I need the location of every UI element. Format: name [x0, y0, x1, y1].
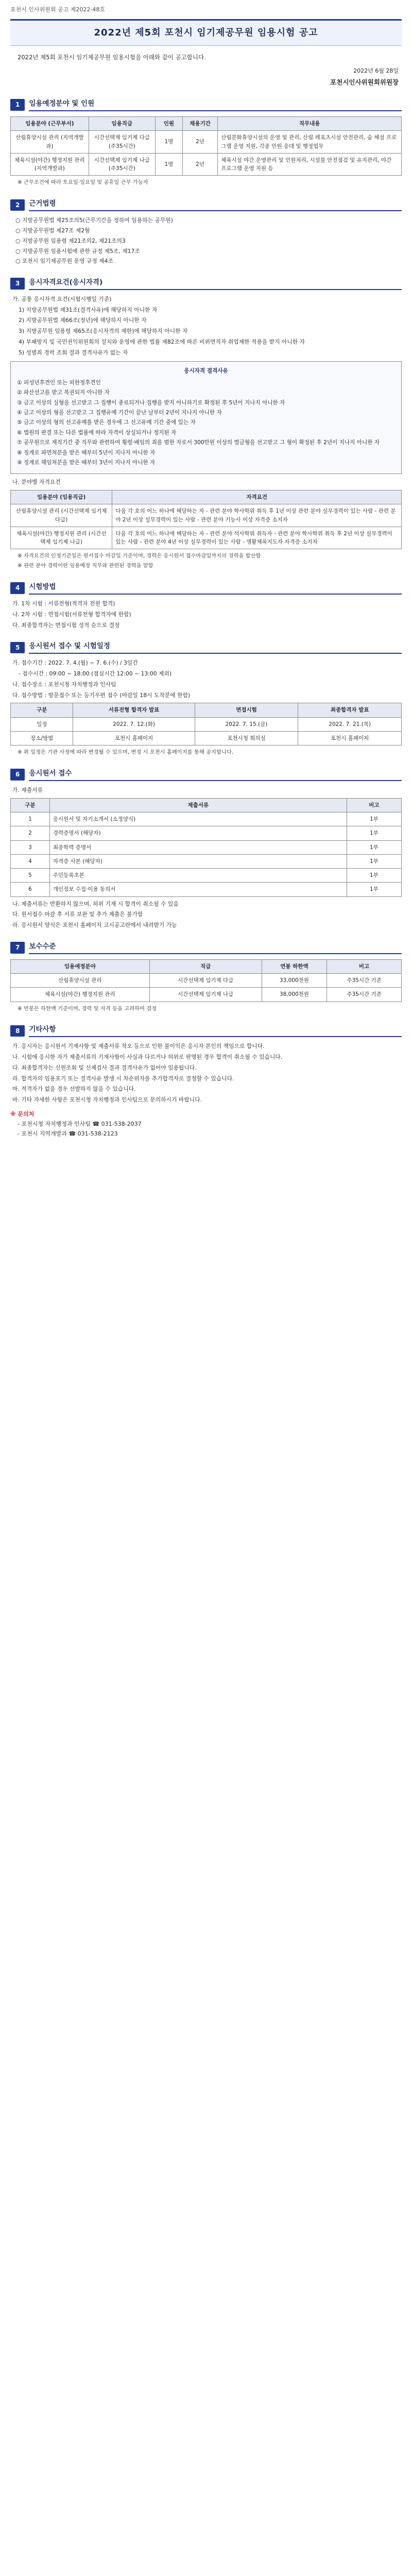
- list-item: 1) 지방공무원법 제31조(결격사유)에 해당하지 아니한 자: [19, 306, 158, 313]
- table-header: 직무내용: [218, 117, 402, 131]
- list-item: 가. 응시자는 응시원서 기재사항 및 제출서류 착오 등으로 인한 불이익은 응시자 본인의 책임으로 합니다.: [12, 1043, 265, 1050]
- table-cell: 체육시설 야간 운영관리 및 민원처리, 시설물 안전점검 및 유지관리, 야간 프로그램 운영 지원 등: [218, 153, 402, 176]
- positions-table: [10, 116, 402, 176]
- table-cell: 포천시 홈페이지: [73, 731, 195, 745]
- schedule-table: [10, 703, 402, 745]
- table-cell: 응시원서 및 자기소개서 (소정양식): [49, 812, 347, 826]
- list-item: 나. 2차 시험 : 면접시험(서류전형 합격자에 한함): [12, 611, 131, 618]
- section-title: 응시원서 접수 및 시험일정: [29, 641, 402, 654]
- list-item: ⑨ 징계로 해임처분을 받은 때부터 3년이 지나지 아니한 자: [17, 459, 156, 466]
- list-item: 다. 최종합격자는 면접시험 성적 순으로 결정: [12, 621, 120, 629]
- table-header: 최종합격자 발표: [298, 703, 402, 717]
- section-other: [10, 1024, 402, 1138]
- list-item: 가. 접수기간 : 2022. 7. 4.(월) ~ 7. 6.(수) / 3일간: [12, 659, 138, 667]
- table-row: [11, 131, 402, 154]
- list-item: 라. 합격자의 임용포기 또는 결격사유 발생 시 차순위자를 추가합격자로 결정할 수 있습니다.: [12, 1075, 234, 1082]
- list-item: ○ 지방공무원 임용령 제21조의2, 제21조의3: [15, 237, 126, 244]
- table-cell: 체육시설(야간) 행정지원 관리 (지역개발과): [11, 153, 89, 176]
- intro-text: 2022년 제5회 포천시 임기제공무원 임용시험을 아래와 같이 공고합니다.: [18, 53, 206, 61]
- list-item: 2) 지방공무원법 제66조(정년)에 해당하지 아니한 자: [19, 317, 147, 324]
- table-cell: 산림휴양시설 관리 (시간선택제 임기제 다급): [11, 504, 112, 527]
- table-row: [11, 812, 402, 826]
- section-title: 기타사항: [29, 1024, 402, 1037]
- announcement-number: 포천시 인사위원회 공고 제2022-48호: [10, 6, 105, 13]
- table-note: ※ 근무조건에 따라 토요일·일요일 및 공휴일 근무 가능자: [18, 179, 148, 186]
- table-cell: 1: [11, 812, 50, 826]
- list-item: 5) 성범죄 경력 조회 결과 결격사유가 없는 자: [19, 349, 128, 356]
- section-title: 보수수준: [29, 941, 402, 954]
- table-note: ※ 자격요건의 인정기준일은 원서접수 마감일 기준이며, 경력은 응시원서 접수마감일까지의 경력을 합산함: [18, 553, 261, 560]
- eligibility-table: [10, 490, 402, 549]
- table-cell: 3: [11, 840, 50, 854]
- list-item: 다. 접수방법 : 방문접수 또는 등기우편 접수 (마감일 18시 도착분에 한함): [12, 691, 191, 699]
- table-cell: 1부: [347, 840, 401, 854]
- list-item: 다. 원서접수 마감 후 서류 보완 및 추가 제출은 불가함: [12, 911, 143, 918]
- section-positions: [10, 98, 402, 187]
- disqualification-box: [10, 361, 402, 474]
- table-header: 임용직급: [89, 117, 155, 131]
- table-row: [11, 988, 402, 1002]
- list-item: 라. 응시원서 양식은 포천시 홈페이지 고시공고란에서 내려받기 가능: [12, 922, 177, 929]
- list-item: 4) 부패방지 및 국민권익위원회의 설치와 운영에 관한 법률 제82조에 따른 비위면직자 취업제한 적용을 받지 아니한 자: [19, 338, 305, 345]
- issuing-organization: 포천시인사위원회위원장: [330, 78, 399, 86]
- table-row: [11, 153, 402, 176]
- table-cell: 2022. 7. 21.(목): [298, 717, 402, 731]
- list-item: ○ 포천시 임기제공무원 운영 규정 제4조: [15, 258, 113, 265]
- table-row: [11, 869, 402, 883]
- table-header: 연봉 하한액: [262, 959, 327, 973]
- table-cell: 일정: [11, 717, 73, 731]
- table-cell: 포천시 홈페이지: [298, 731, 402, 745]
- table-row: [11, 731, 402, 745]
- table-cell: 시간선택제 임기제 다급: [149, 973, 262, 987]
- section-number: 6: [10, 769, 25, 781]
- list-item: 가. 1차 시험 : 서류전형(적격자 전원 합격): [12, 600, 115, 607]
- table-cell: 1부: [347, 812, 401, 826]
- salary-table: [10, 959, 402, 1002]
- table-cell: 1부: [347, 854, 401, 868]
- list-item: ⑤ 금고 이상의 형의 선고유예를 받은 경우에 그 선고유예 기간 중에 있는 자: [17, 419, 196, 426]
- table-header: 구분: [11, 703, 73, 717]
- list-item: ⑦ 공무원으로 재직기간 중 직무와 관련하여 횡령·배임의 죄를 범한 자로서 300만원 이상의 벌금형을 선고받고 그 형이 확정된 후 2년이 지나지 아니한 자: [17, 439, 380, 446]
- list-item: ③ 금고 이상의 실형을 선고받고 그 집행이 종료되거나 집행을 받지 아니하기로 확정된 후 5년이 지나지 아니한 자: [17, 399, 285, 406]
- announcement-date: 2022년 6월 28일: [353, 67, 399, 74]
- list-item: ④ 금고 이상의 형을 선고받고 그 집행유예 기간이 끝난 날부터 2년이 지나지 아니한 자: [17, 409, 222, 416]
- list-item: ② 파산선고를 받고 복권되지 아니한 자: [17, 389, 110, 396]
- contact-title: ※ 문의처: [10, 1110, 35, 1117]
- list-item: ① 피성년후견인 또는 피한정후견인: [17, 379, 101, 386]
- table-cell: 개인정보 수집·이용 동의서: [49, 883, 347, 896]
- list-item: 마. 적격자가 없을 경우 선발하지 않을 수 있습니다.: [12, 1086, 136, 1093]
- table-cell: 주35시간 기준: [327, 973, 402, 987]
- table-cell: 33,000천원: [262, 973, 327, 987]
- subsection-heading: 가. 제출서류: [12, 786, 43, 793]
- subsection-heading: 나. 분야별 자격요건: [12, 479, 61, 486]
- section-salary: [10, 941, 402, 1013]
- table-cell: 주민등록초본: [49, 869, 347, 883]
- table-cell: 1명: [155, 131, 182, 154]
- contact-line: - 포천시 지역개발과 ☎ 031-538-2123: [18, 1130, 118, 1137]
- box-title: 응시자격 결격사유: [184, 368, 228, 375]
- table-header: 임용분야 (임용직급): [11, 490, 112, 504]
- table-row: [11, 973, 402, 987]
- table-header: 자격요건: [112, 490, 402, 504]
- table-row: [11, 826, 402, 840]
- table-cell: 산림휴양시설 관리: [11, 973, 150, 987]
- list-item: 다. 최종합격자는 신원조회 및 신체검사 결과 결격사유가 없어야 임용됩니다.: [12, 1064, 197, 1071]
- section-exam-method: [10, 582, 402, 630]
- section-number: 3: [10, 278, 25, 290]
- announcement-page: [10, 0, 402, 1149]
- contact-block: [10, 1110, 402, 1138]
- table-header: 구분: [11, 798, 50, 812]
- section-number: 4: [10, 582, 25, 594]
- section-title: 근거법령: [29, 198, 402, 211]
- list-item: ○ 지방공무원법 제27조 제2항: [15, 227, 90, 234]
- table-cell: 38,000천원: [262, 988, 327, 1002]
- table-row: [11, 527, 402, 549]
- table-cell: 경력증명서 (해당자): [49, 826, 347, 840]
- documents-table: [10, 798, 402, 897]
- table-cell: 2년: [182, 131, 217, 154]
- table-header: 서류전형 합격자 발표: [73, 703, 195, 717]
- table-cell: 체육시설(야간) 행정지원 관리 (시간선택제 임기제 나급): [11, 527, 112, 549]
- table-cell: 1부: [347, 883, 401, 896]
- list-item: ○ 지방공무원 임용시험에 관한 규정 제5조, 제17조: [15, 247, 140, 255]
- subsection-heading: 가. 공통 응시자격 요건(시험시행일 기준): [12, 295, 112, 302]
- table-note: ※ 연봉은 하한액 기준이며, 경력 및 자격 등을 고려하여 결정: [18, 1005, 157, 1012]
- table-cell: 산림휴양시설 관리 (지역개발과): [11, 131, 89, 154]
- table-cell: 5: [11, 869, 50, 883]
- table-cell: 1부: [347, 869, 401, 883]
- table-cell: 장소/방법: [11, 731, 73, 745]
- table-cell: 산림문화휴양시설의 운영 및 관리, 산림 레포츠시설 안전관리, 숲 해설 프로그램 운영 지원, 각종 민원 응대 및 행정업무: [218, 131, 402, 154]
- table-note: ※ 관련 분야 경력이란 임용예정 직무와 관련된 경력을 말함: [18, 563, 153, 569]
- table-header: 직급: [149, 959, 262, 973]
- table-header: 임용분야 (근무부서): [11, 117, 89, 131]
- table-note: ※ 위 일정은 기관 사정에 따라 변경될 수 있으며, 변경 시 포천시 홈페이지를 통해 공지합니다.: [18, 749, 234, 756]
- table-row: [11, 854, 402, 868]
- table-header: 채용기간: [182, 117, 217, 131]
- list-item: - 접수시간 : 09:00 ~ 18:00 (점심시간 12:00 ~ 13:00 제외): [19, 670, 172, 677]
- table-cell: 포천시청 회의실: [195, 731, 298, 745]
- table-cell: 4: [11, 854, 50, 868]
- section-number: 8: [10, 1025, 25, 1037]
- table-row: [11, 717, 402, 731]
- table-cell: 시간선택제 임기제 나급 (주35시간): [89, 153, 155, 176]
- section-number: 5: [10, 642, 25, 654]
- table-cell: 주35시간 기준: [327, 988, 402, 1002]
- table-cell: 시간선택제 임기제 다급 (주35시간): [89, 131, 155, 154]
- list-item: ⑧ 징계로 파면처분을 받은 때부터 5년이 지나지 아니한 자: [17, 449, 156, 456]
- section-number: 1: [10, 99, 25, 111]
- section-title: 응시자격요건(응시자격): [29, 277, 402, 290]
- section-title: 응시원서 접수: [29, 768, 402, 781]
- table-cell: 다음 각 호의 어느 하나에 해당하는 자 - 관련 분야 학사학위 취득 후 1년 이상 관련 분야 실무경력이 있는 사람 - 관련 분야 2년 이상 실무경력이 있는 사람 - 관련 분야 기능사 이상 자격증 소지자: [112, 504, 402, 527]
- section-schedule: [10, 641, 402, 757]
- table-row: [11, 883, 402, 896]
- table-cell: 2: [11, 826, 50, 840]
- table-cell: 2022. 7. 15.(금): [195, 717, 298, 731]
- table-cell: 2년: [182, 153, 217, 176]
- page-title: 2022년 제5회 포천시 임기제공무원 임용시험 공고: [10, 19, 402, 46]
- table-header: 면접시험: [195, 703, 298, 717]
- section-eligibility: [10, 277, 402, 570]
- list-item: ⑥ 법원의 판결 또는 다른 법률에 따라 자격이 상실되거나 정지된 자: [17, 429, 177, 436]
- table-header: 제출서류: [49, 798, 347, 812]
- section-legal-basis: [10, 198, 402, 266]
- table-cell: 자격증 사본 (해당자): [49, 854, 347, 868]
- table-row: [11, 504, 402, 527]
- table-cell: 6: [11, 883, 50, 896]
- contact-line: - 포천시청 자치행정과 인사팀 ☎ 031-538-2037: [18, 1120, 142, 1127]
- table-header: 비고: [327, 959, 402, 973]
- section-title: 시험방법: [29, 582, 402, 595]
- legal-basis-list: [15, 216, 400, 266]
- table-header: 비고: [347, 798, 401, 812]
- table-header: 임용예정분야: [11, 959, 150, 973]
- list-item: 나. 시험에 응시한 자가 제출서류의 기재사항이 사실과 다르거나 허위로 판명된 경우 합격이 취소될 수 있습니다.: [12, 1054, 283, 1061]
- list-item: 3) 지방공무원 임용령 제65조(응시자격의 제한)에 해당하지 아니한 자: [19, 328, 188, 335]
- table-header: 인원: [155, 117, 182, 131]
- section-documents: [10, 768, 402, 930]
- table-cell: 시간선택제 임기제 나급: [149, 988, 262, 1002]
- table-cell: 다음 각 호의 어느 하나에 해당하는 자 - 관련 분야 석사학위 취득자 - 관련 분야 학사학위 취득 후 2년 이상 실무경력이 있는 사람 - 관련 분야 4년 이상 실무경력이 있는 사람 - 생활체육지도자 자격증 소지자: [112, 527, 402, 549]
- list-item: 바. 기타 자세한 사항은 포천시청 자치행정과 인사팀으로 문의하시기 바랍니다.: [12, 1096, 202, 1104]
- list-item: ○ 지방공무원법 제25조의5(근무기간을 정하여 임용하는 공무원): [15, 217, 173, 224]
- section-number: 2: [10, 199, 25, 211]
- section-title: 임용예정분야 및 인원: [29, 98, 402, 111]
- list-item: 나. 접수장소 : 포천시청 자치행정과 인사팀: [12, 681, 116, 688]
- table-cell: 1부: [347, 826, 401, 840]
- table-row: [11, 840, 402, 854]
- list-item: 나. 제출서류는 반환하지 않으며, 허위 기재 시 합격이 취소될 수 있음: [12, 900, 179, 907]
- signature-block: [13, 66, 399, 87]
- table-cell: 체육시설(야간) 행정지원 관리: [11, 988, 150, 1002]
- table-cell: 2022. 7. 12.(화): [73, 717, 195, 731]
- section-number: 7: [10, 942, 25, 954]
- table-cell: 최종학력 증명서: [49, 840, 347, 854]
- table-cell: 1명: [155, 153, 182, 176]
